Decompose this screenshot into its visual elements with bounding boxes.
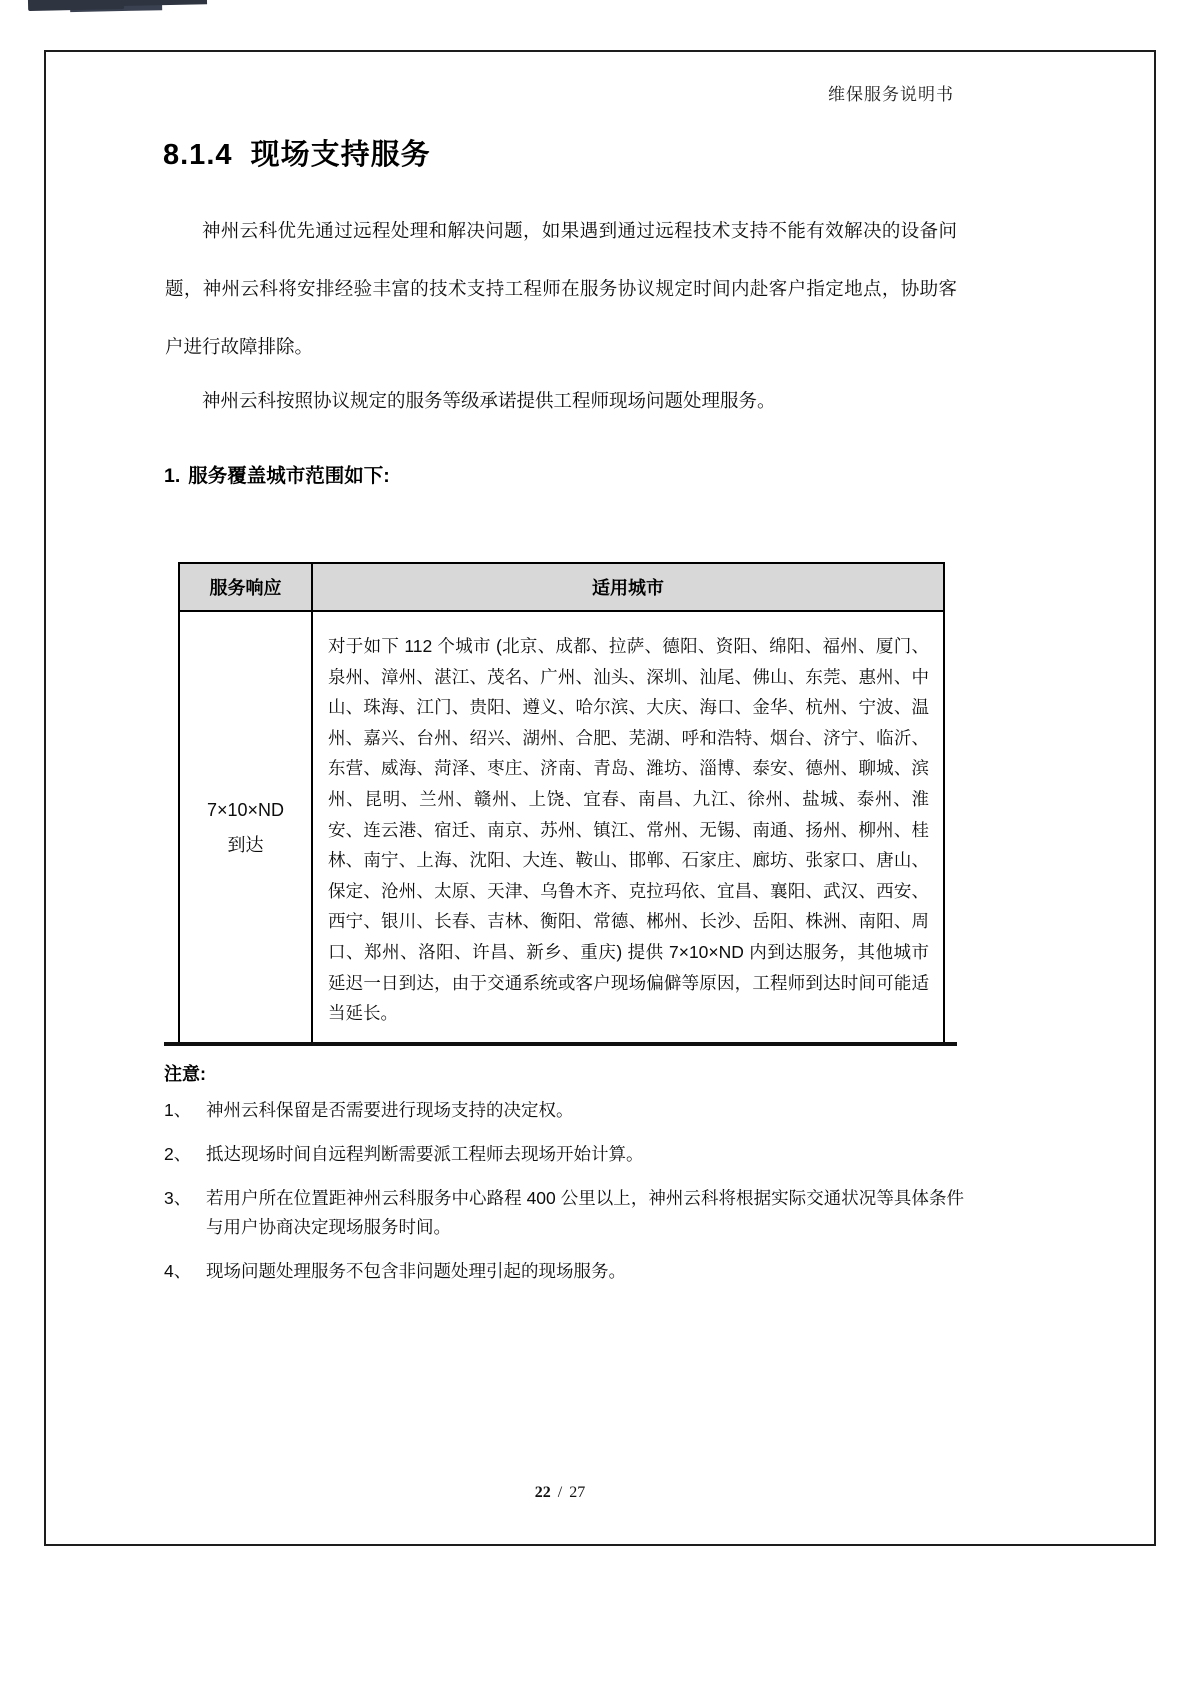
cell-service-response (179, 611, 312, 1045)
note-item (164, 1257, 964, 1286)
note-text: 抵达现场时间自远程判断需要派工程师去现场开始计算。 (206, 1144, 644, 1164)
notes-list (164, 1096, 964, 1286)
note-marker: 4、 (164, 1261, 192, 1281)
note-item (164, 1140, 964, 1169)
page-footer (165, 1484, 955, 1502)
coverage-heading (164, 460, 390, 488)
note-marker: 1、 (164, 1100, 192, 1120)
coverage-heading-text: 服务覆盖城市范围如下: (188, 465, 390, 487)
note-item (164, 1096, 964, 1125)
page-number-current: 22 (534, 1484, 551, 1501)
note-text: 神州云科保留是否需要进行现场支持的决定权。 (206, 1100, 574, 1120)
coverage-heading-number: 1. (164, 465, 181, 487)
notes-label: 注意: (164, 1064, 206, 1084)
table-header-row (179, 563, 944, 611)
header-cell-service-response: 服务响应 (179, 563, 312, 611)
note-text: 现场问题处理服务不包含非问题处理引起的现场服务。 (206, 1261, 626, 1281)
table-row (179, 611, 944, 1045)
note-text: 若用户所在位置距神州云科服务中心路程 400 公里以上，神州云科将根据实际交通状况等具体条件与用户协商决定现场服务时间。 (206, 1188, 964, 1237)
response-arrival: 到达 (227, 834, 264, 855)
scan-artifact (28, 0, 124, 11)
note-marker: 3、 (164, 1188, 192, 1208)
page-number-separator: / (557, 1484, 563, 1501)
service-coverage-table (178, 562, 945, 1046)
section-heading (163, 138, 431, 172)
paragraph-service-level: 神州云科按照协议规定的服务等级承诺提供工程师现场问题处理服务。 (202, 390, 776, 411)
header-cell-applicable-cities: 适用城市 (312, 563, 944, 611)
section-divider-rule (164, 1042, 957, 1046)
page-number-total: 27 (569, 1484, 586, 1501)
note-marker: 2、 (164, 1144, 192, 1164)
note-item (164, 1184, 964, 1242)
section-number: 8.1.4 (163, 139, 233, 171)
cell-applicable-cities: 对于如下 112 个城市 (北京、成都、拉萨、德阳、资阳、绵阳、福州、厦门、泉州、漳州、湛江、茂名、广州、汕头、深圳、汕尾、佛山、东莞、惠州、中山、珠海、江门、贵阳、遵义、哈尔滨、大庆、海口、金华、杭州、宁波、温州、嘉兴、台州、绍兴、湖州、合肥、芜湖、呼和浩特、烟台、济宁、临沂、东营、威海、菏泽、枣庄、济南、青岛、潍坊、淄博、泰安、德州、聊城、滨州、昆明、兰州、赣州、上饶、宜春、南昌、九江、徐州、盐城、泰州、淮安、连云港、宿迁、南京、苏州、镇江、常州、无锡、南通、扬州、柳州、桂林、南宁、上海、沈阳、大连、鞍山、邯郸、石家庄、廊坊、张家口、唐山、保定、沧州、太原、天津、乌鲁木齐、克拉玛依、宜昌、襄阳、武汉、西安、西宁、银川、长春、吉林、衡阳、常德、郴州、长沙、岳阳、株洲、南阳、周口、郑州、洛阳、许昌、新乡、重庆) 提供 7×10×ND 内到达服务，其他城市延迟一日到达，由于交通系统或客户现场偏僻等原因，工程师到达时间可能适当延长。 (312, 611, 944, 1045)
section-title: 现场支持服务 (250, 139, 431, 171)
response-sla: 7×10×ND (206, 799, 285, 820)
running-header: 维保服务说明书 (828, 85, 954, 104)
paragraph-remote-first: 神州云科优先通过远程处理和解决问题，如果遇到通过远程技术支持不能有效解决的设备问题，神州云科将安排经验丰富的技术支持工程师在服务协议规定时间内赴客户指定地点，协助客户进行故障排除。 (165, 220, 957, 357)
